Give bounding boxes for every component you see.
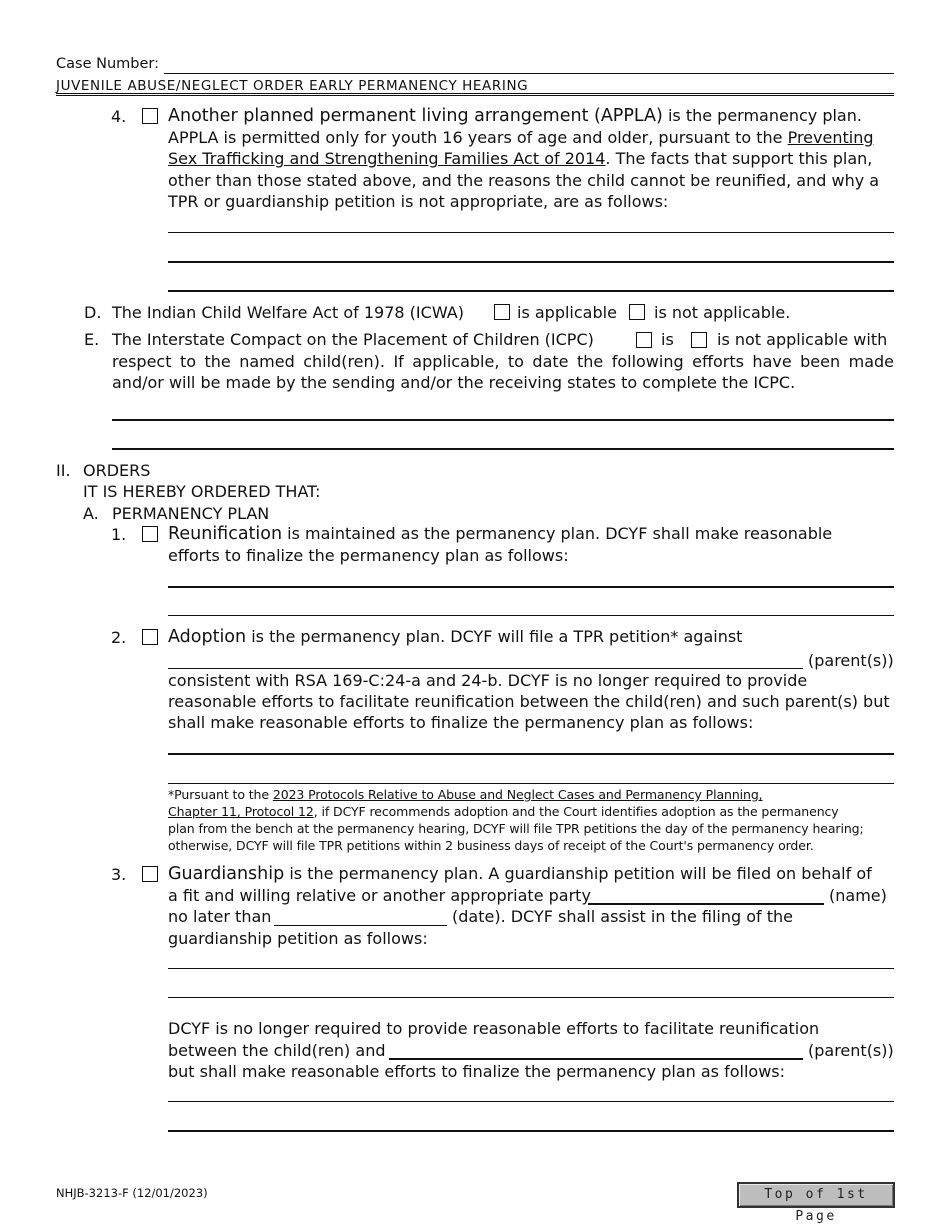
pstsfa-link-part-1[interactable]: Preventing <box>787 128 874 147</box>
icpc-not-applicable-label: is not applicable with <box>717 330 888 349</box>
protocols-link-part-1[interactable]: 2023 Protocols Relative to Abuse and Neglect Cases and Permanency Planning, <box>272 787 763 802</box>
guardianship-lead: Guardianship <box>168 864 285 884</box>
appla-answer-line-1[interactable] <box>168 232 894 233</box>
a1-number: 1. <box>111 525 127 544</box>
icwa-label: The Indian Child Welfare Act of 1978 (ICWA) <box>112 303 464 322</box>
guardianship-rest: is the permanency plan. A guardianship petition will be filed on behalf of <box>284 864 872 883</box>
appla-line-4: other than those stated above, and the reasons the child cannot be reunified, and why a <box>168 171 880 190</box>
guardianship-plan-line-1[interactable] <box>168 1101 894 1102</box>
reunification-answer-line-1[interactable] <box>168 586 894 588</box>
reunification-answer-line-2[interactable] <box>168 615 894 616</box>
guardianship-line-4: guardianship petition as follows: <box>168 929 428 948</box>
appla-answer-line-2[interactable] <box>168 261 894 263</box>
icwa-applicable-checkbox[interactable] <box>494 304 510 320</box>
guardianship-answer-line-1[interactable] <box>168 968 894 969</box>
guardianship-checkbox[interactable] <box>142 866 158 882</box>
appla-line-1 <box>168 105 862 128</box>
reunification-rest: is maintained as the permanency plan. DCYF shall make reasonable <box>282 524 833 543</box>
reunification-lead: Reunification <box>168 524 283 544</box>
footnote-line-1 <box>168 786 763 803</box>
adoption-line-4: reasonable efforts to facilitate reunification between the child(ren) and such parent(s) but <box>168 692 890 711</box>
protocols-link-part-2[interactable]: Chapter 11, Protocol 12 <box>168 804 314 819</box>
icwa-applicable-label: is applicable <box>517 303 617 322</box>
guardianship-line-2: a fit and willing relative or another appropriate party <box>168 886 591 905</box>
guardian-name-label: (name) <box>829 886 887 905</box>
permanency-plan-heading: PERMANENCY PLAN <box>112 504 270 523</box>
orders-title: ORDERS <box>83 461 151 480</box>
guardianship-dcyf-line-2: between the child(ren) and <box>168 1041 386 1060</box>
case-number-field[interactable] <box>164 73 894 74</box>
appla-checkbox[interactable] <box>142 108 158 124</box>
appla-line-5: TPR or guardianship petition is not appropriate, are as follows: <box>168 192 669 211</box>
guardianship-date-field[interactable] <box>274 925 447 926</box>
adoption-line-5: shall make reasonable efforts to finalize the permanency plan as follows: <box>168 713 754 732</box>
a3-number: 3. <box>111 865 127 884</box>
guardianship-line-1 <box>168 863 872 886</box>
footnote-line-2 <box>168 803 839 820</box>
icpc-not-applicable-checkbox[interactable] <box>691 332 707 348</box>
icpc-line-2: respect to the named child(ren). If applicable, to date the following efforts have been made <box>112 352 894 371</box>
icpc-answer-line-1[interactable] <box>112 419 894 421</box>
footnote-divider <box>168 783 894 784</box>
appla-line-1-rest: is the permanency plan. <box>662 106 862 125</box>
guardianship-dcyf-line-3: but shall make reasonable efforts to finalize the permanency plan as follows: <box>168 1062 786 1081</box>
adoption-lead: Adoption <box>168 627 247 647</box>
icpc-line-3: and/or will be made by the sending and/or the receiving states to complete the ICPC. <box>112 373 796 392</box>
header-divider-2 <box>56 95 894 96</box>
reunification-line-1 <box>168 523 832 546</box>
reunification-line-2: efforts to finalize the permanency plan as follows: <box>168 546 569 565</box>
appla-line-3 <box>168 148 872 170</box>
pstsfa-link-part-2[interactable]: Sex Trafficking and Strengthening Families Act of 2014 <box>168 149 606 168</box>
top-of-first-page-button[interactable]: Top of 1st Page <box>737 1182 895 1208</box>
guardianship-parents-label: (parent(s)) <box>808 1041 894 1060</box>
guardianship-dcyf-line-1: DCYF is no longer required to provide reasonable efforts to facilitate reunification <box>168 1019 820 1038</box>
guardianship-line-3-pre: no later than <box>168 907 272 926</box>
header-divider <box>56 93 894 94</box>
case-number-label: Case Number: <box>56 56 159 72</box>
adoption-parents-field[interactable] <box>168 668 803 669</box>
appla-answer-line-3[interactable] <box>168 290 894 292</box>
a2-number: 2. <box>111 628 127 647</box>
orders-subtitle: IT IS HEREBY ORDERED THAT: <box>83 482 321 501</box>
adoption-answer-line[interactable] <box>168 753 894 755</box>
footnote-line-3: plan from the bench at the permanency hearing, DCYF will file TPR petitions the day of the permanency hearing; <box>168 821 864 836</box>
icpc-answer-line-2[interactable] <box>112 448 894 450</box>
form-title: JUVENILE ABUSE/NEGLECT ORDER EARLY PERMANENCY HEARING <box>56 78 529 94</box>
guardian-name-field[interactable] <box>588 903 824 905</box>
orders-numeral: II. <box>56 461 71 480</box>
appla-line-2-text: APPLA is permitted only for youth 16 years of age and older, pursuant to the <box>168 128 788 147</box>
guardianship-plan-line-2[interactable] <box>168 1130 894 1132</box>
adoption-line-3: consistent with RSA 169-C:24-a and 24-b. DCYF is no longer required to provide <box>168 671 808 690</box>
icpc-is-label: is <box>661 330 674 349</box>
adoption-parents-label: (parent(s)) <box>808 651 894 670</box>
footnote-pre: *Pursuant to the <box>168 787 273 802</box>
icpc-is-checkbox[interactable] <box>636 332 652 348</box>
guardianship-date-label: (date). DCYF shall assist in the filing of the <box>452 907 794 926</box>
section-d-letter: D. <box>84 303 102 322</box>
icwa-not-applicable-label: is not applicable. <box>654 303 791 322</box>
section-a-letter: A. <box>83 504 99 523</box>
footnote-line-2-rest: , if DCYF recommends adoption and the Court identifies adoption as the permanency <box>313 804 839 819</box>
form-id: NHJB-3213-F (12/01/2023) <box>56 1186 208 1200</box>
appla-line-2 <box>168 127 873 149</box>
guardianship-parents-field[interactable] <box>389 1058 803 1060</box>
icwa-not-applicable-checkbox[interactable] <box>629 304 645 320</box>
adoption-checkbox[interactable] <box>142 629 158 645</box>
footnote-line-4: otherwise, DCYF will file TPR petitions within 2 business days of receipt of the Court's permanency order. <box>168 838 814 853</box>
adoption-line-1 <box>168 626 742 649</box>
icpc-label: The Interstate Compact on the Placement of Children (ICPC) <box>112 330 594 349</box>
item-4-number: 4. <box>111 107 127 126</box>
adoption-rest: is the permanency plan. DCYF will file a TPR petition* against <box>246 627 743 646</box>
reunification-checkbox[interactable] <box>142 526 158 542</box>
guardianship-answer-line-2[interactable] <box>168 997 894 998</box>
appla-line-3-rest: . The facts that support this plan, <box>605 149 873 168</box>
section-e-letter: E. <box>84 330 100 349</box>
appla-lead: Another planned permanent living arrangement (APPLA) <box>168 106 663 126</box>
